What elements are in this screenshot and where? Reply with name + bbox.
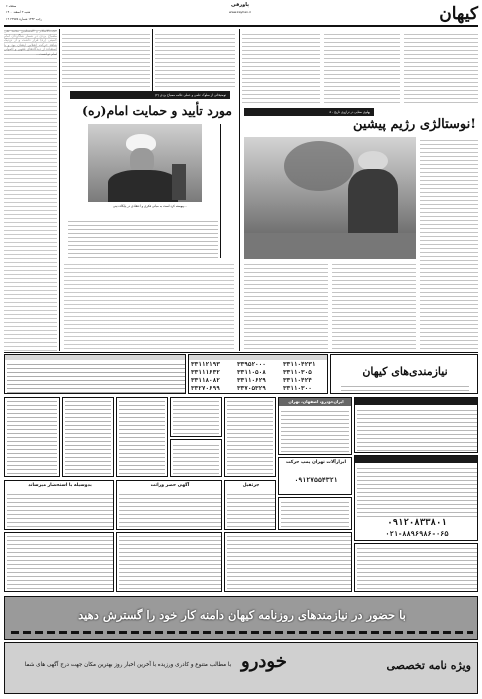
ad-title: ابزارآلات تهران پمپ حرکت	[285, 460, 347, 465]
article-text-lines	[324, 31, 400, 103]
photo-caption: پیوسته کرد است به مبانی فکری و اعتقادی در پایگاه دینی...	[113, 204, 187, 208]
phone-grid-header	[189, 355, 328, 360]
phone-number: ۳۳۲۷۰۶۹۹	[191, 385, 220, 392]
masthead	[0, 0, 482, 30]
ad-lines	[227, 400, 273, 474]
ad-lines	[227, 535, 351, 589]
ad-box	[116, 532, 222, 592]
phone-column	[237, 361, 281, 393]
article-text-lines	[404, 31, 478, 103]
header-rule	[4, 25, 478, 27]
phone-grid	[188, 354, 328, 394]
ad-box	[116, 480, 222, 530]
ad-box	[224, 397, 276, 477]
ad-phone-big: ۰۲۱-۸۸۹۶۹۸۶-۰۶۵	[385, 530, 449, 538]
brand-logo: کیهان	[439, 4, 478, 24]
ad-lines	[357, 407, 477, 451]
classifieds-brand-box	[330, 354, 478, 394]
phone-number: ۳۳۱۱۰۴۲۳۱	[283, 361, 316, 368]
special-issue-text: با مطالب متنوع و کادری ورزیده با آخرین اخبار روز بهترین مکان جهت درج آگهی های شما	[24, 662, 232, 668]
photo-person	[358, 151, 388, 171]
ad-box	[4, 532, 114, 592]
article-text-lines	[420, 137, 478, 349]
article-headline: نوستالژی رژیم پیشین!	[353, 117, 476, 132]
article-headline: مورد تأیید و حمایت امام(ره)	[82, 103, 232, 118]
phone-column	[283, 361, 327, 393]
ad-phone-big: ۰۹۱۲۰۸۳۳۸۰۱	[387, 518, 447, 528]
ad-lines	[173, 442, 219, 474]
ad-lines	[7, 400, 57, 474]
column-rule	[152, 29, 153, 91]
ad-lines	[119, 400, 165, 474]
ad-lines	[119, 491, 221, 527]
listing-header	[5, 355, 186, 360]
ad-box	[278, 497, 352, 530]
site-url: www.kayhan.ir	[229, 10, 251, 14]
phone-number: ۳۳۱۱۲۱۹۳	[191, 361, 220, 368]
photo-smoke	[284, 141, 354, 191]
photo-ground	[244, 233, 416, 259]
special-issue-label: ویژه نامه تخصصی	[386, 659, 471, 672]
page-divider	[239, 29, 240, 351]
ad-box	[354, 397, 478, 453]
ad-lines	[65, 400, 111, 474]
ad-box	[224, 480, 276, 530]
special-issue-banner	[4, 642, 478, 694]
phone-number: ۳۳۷۰۵۳۲۹	[237, 385, 266, 392]
article-text-lines	[64, 261, 234, 349]
article-kicker: پهلوی ستایی در ترازوی تاریخ - ۵	[244, 108, 374, 116]
ad-lines	[281, 408, 349, 452]
page-label: صفحه ۶	[6, 4, 17, 8]
photo-person-body	[348, 169, 398, 239]
ad-header	[355, 456, 478, 463]
ad-lines	[357, 546, 477, 589]
phone-number: ۳۳۱۱۸۰۸۲	[191, 377, 220, 384]
ad-box	[4, 397, 60, 477]
listing-block	[4, 354, 186, 394]
ad-box	[62, 397, 114, 477]
section-title: پاورقی	[230, 2, 250, 8]
ad-title: ایران‌خودرو، اصفهان، تهران	[279, 398, 352, 406]
classifieds-top-rule	[4, 352, 478, 353]
article-text-lines	[4, 29, 57, 351]
promo-banner	[4, 596, 478, 640]
article-column-text: حجت‌الاسلام و المسلمین محمد تقی مصباح یزدی در شمار شاگردان امام خمینی (ره) قرار داشت و از نزدیک شاهد حرکت انقلابی ایشان بود و با استفاده از دیدگاه‌های فقهی و اصولی امام توانست...	[4, 29, 57, 56]
photo-microphone	[172, 164, 186, 200]
promo-banner-text: با حضور در نیازمندهای روزنامه کیهان دامنه کار خود را گسترش دهید	[78, 608, 406, 622]
phone-number: ۳۳۱۱۰۳۰۰	[283, 385, 312, 392]
classifieds-brand-title: نیازمندی‌های کیهان	[362, 365, 448, 378]
ad-title: بدوسیله با استحضار میرساند	[28, 483, 92, 488]
brand-box-lines	[341, 383, 469, 391]
ad-lines	[7, 535, 113, 589]
ad-box	[278, 457, 352, 495]
ad-box	[224, 532, 352, 592]
ad-box	[354, 455, 478, 541]
photo-figure-robe	[108, 170, 178, 202]
phone-number: ۳۳۱۱۰۳۰۵	[283, 369, 312, 376]
phone-number: ۳۳۱۱۱۶۳۲	[191, 369, 220, 376]
article-text-lines	[68, 218, 218, 258]
ad-box	[170, 439, 222, 477]
article-kicker: توضیحاتی از سلوک علمی و عملی علامه مصباح یزدی (۲)	[70, 91, 230, 99]
issue-number: ۱۹ رجب ۱۴۴۳ شماره ۲۲۷۷۵	[6, 17, 42, 21]
article-text-lines	[242, 31, 320, 103]
ad-phone: ۰۹۱۲۷۵۵۴۳۲۱	[294, 476, 338, 484]
ad-header	[355, 398, 478, 405]
ad-lines	[227, 491, 275, 527]
special-issue-brand: خودرو	[241, 651, 287, 672]
phone-number: ۳۳۹۵۲۰۰۰	[237, 361, 266, 368]
phone-number: ۳۳۱۱۰۶۲۹	[237, 377, 266, 384]
column-rule	[59, 29, 60, 351]
ad-title: جرثقیل	[242, 483, 260, 488]
ad-box	[354, 543, 478, 592]
article-text-lines	[62, 31, 150, 87]
phone-number: ۳۳۱۱۰۵۰۸	[237, 369, 266, 376]
protest-photo	[244, 137, 416, 259]
left-article	[4, 29, 236, 351]
article-text-lines	[332, 263, 416, 349]
article-text-lines	[155, 31, 235, 87]
ad-lines	[281, 500, 349, 527]
classifieds-section	[4, 354, 478, 594]
ad-box	[170, 397, 222, 437]
ad-box	[116, 397, 168, 477]
banner-dash-rule	[11, 631, 473, 634]
issue-date: شنبه ۳ اسفند ۱۴۰۰	[6, 10, 31, 14]
ad-lines	[119, 535, 221, 589]
ad-lines	[357, 465, 477, 517]
ad-box	[278, 397, 352, 455]
ad-lines	[7, 491, 113, 527]
phone-column	[191, 361, 235, 393]
ad-lines	[173, 400, 219, 434]
portrait-photo	[88, 124, 202, 202]
right-article	[242, 29, 478, 351]
ad-title: آگهی حصر وراثت	[150, 483, 190, 488]
ad-box	[4, 480, 114, 530]
column-rule	[220, 124, 221, 258]
listing-lines	[7, 362, 185, 393]
phone-number: ۳۳۱۱۰۴۲۴	[283, 377, 312, 384]
